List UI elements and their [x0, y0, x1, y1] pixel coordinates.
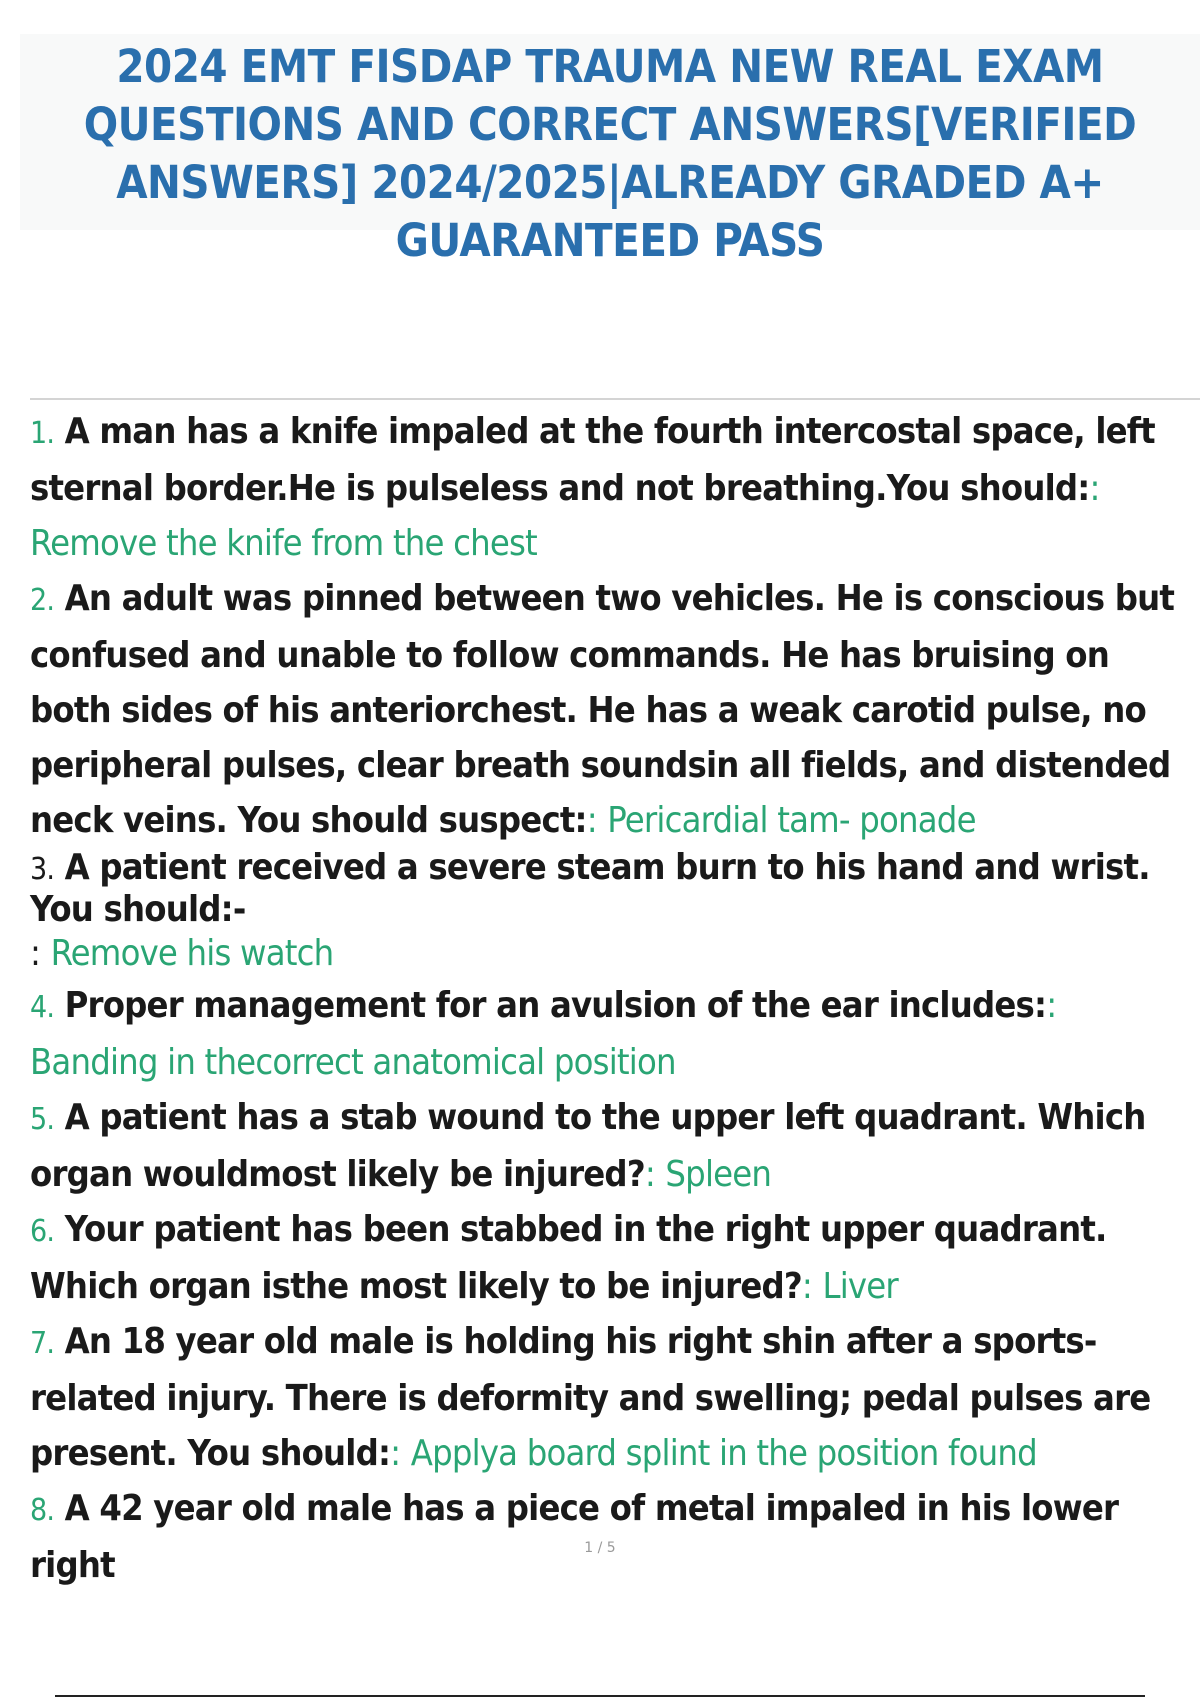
question-item-4 [30, 978, 1190, 1090]
answer-separator: : [390, 1433, 401, 1474]
question-text: A man has a knife impaled at the fourth intercostal space, left sternal border.He is pulseless and not breathing.You should: [30, 411, 1155, 509]
question-number: 3. [30, 852, 55, 887]
question-number: 7. [30, 1326, 55, 1361]
question-text: A patient has a stab wound to the upper left quadrant. Which organ wouldmost likely be injured? [30, 1097, 1146, 1195]
question-number: 4. [30, 990, 55, 1025]
answer-text: Remove his watch [50, 933, 334, 974]
answer-separator: : [586, 800, 597, 841]
answer-separator: : [1046, 985, 1057, 1026]
answer-separator: : [801, 1266, 813, 1307]
answer-separator: : [644, 1154, 655, 1195]
question-item-1 [30, 404, 1190, 571]
question-number: 8. [30, 1493, 55, 1528]
question-number: 6. [30, 1214, 55, 1249]
question-text: Your patient has been stabbed in the right upper quadrant. Which organ isthe most likely to be injured? [30, 1209, 1107, 1307]
question-item-6 [30, 1202, 1190, 1314]
answer-separator: : [30, 933, 41, 974]
document-title: 2024 EMT FISDAP TRAUMA NEW REAL EXAM QUESTIONS AND CORRECT ANSWERS[VERIFIED ANSWERS] 2024/2025|ALREADY GRADED A+ GUARANTEED PASS [83, 40, 1137, 267]
question-item-3-answer [30, 930, 1190, 978]
question-text: A 42 year old male has a piece of metal impaled in his lower right [30, 1488, 1119, 1586]
answer-separator: : [1089, 468, 1100, 509]
question-item-5 [30, 1090, 1190, 1202]
answer-text: Pericardial tam- ponade [607, 800, 976, 841]
answer-text: Applya board splint in the position found [410, 1433, 1037, 1474]
question-item-3 [30, 848, 1190, 930]
question-item-7 [30, 1314, 1190, 1481]
header-divider [30, 398, 1200, 400]
question-item-8 [30, 1481, 1190, 1593]
page-indicator: 1 / 5 [584, 1540, 616, 1556]
question-text: Proper management for an avulsion of the ear includes: [64, 985, 1047, 1026]
answer-text: Remove the knife from the chest [30, 523, 537, 564]
question-text: A patient received a severe steam burn to his hand and wrist. You should:- [30, 847, 1150, 930]
answer-text: Spleen [665, 1154, 772, 1195]
question-number: 5. [30, 1102, 55, 1137]
answer-text: Banding in thecorrect anatomical position [30, 1042, 676, 1083]
footer-divider [55, 1695, 1145, 1697]
question-number: 2. [30, 583, 55, 618]
document-title-banner [20, 34, 1200, 267]
question-number: 1. [30, 416, 55, 451]
question-item-2 [30, 571, 1190, 848]
question-text: An adult was pinned between two vehicles. He is conscious but confused and unable to follow commands. He has bruising on both sides of his anteriorchest. He has a weak carotid pulse, no peripheral pulses, clear breath soundsin all fields, and distended neck veins. You should suspect: [30, 578, 1175, 841]
question-text: An 18 year old male is holding his right shin after a sports-related injury. There is deformity and swelling; pedal pulses are present. You should: [30, 1321, 1151, 1474]
answer-text: Liver [822, 1266, 898, 1307]
question-list [30, 404, 1190, 1593]
